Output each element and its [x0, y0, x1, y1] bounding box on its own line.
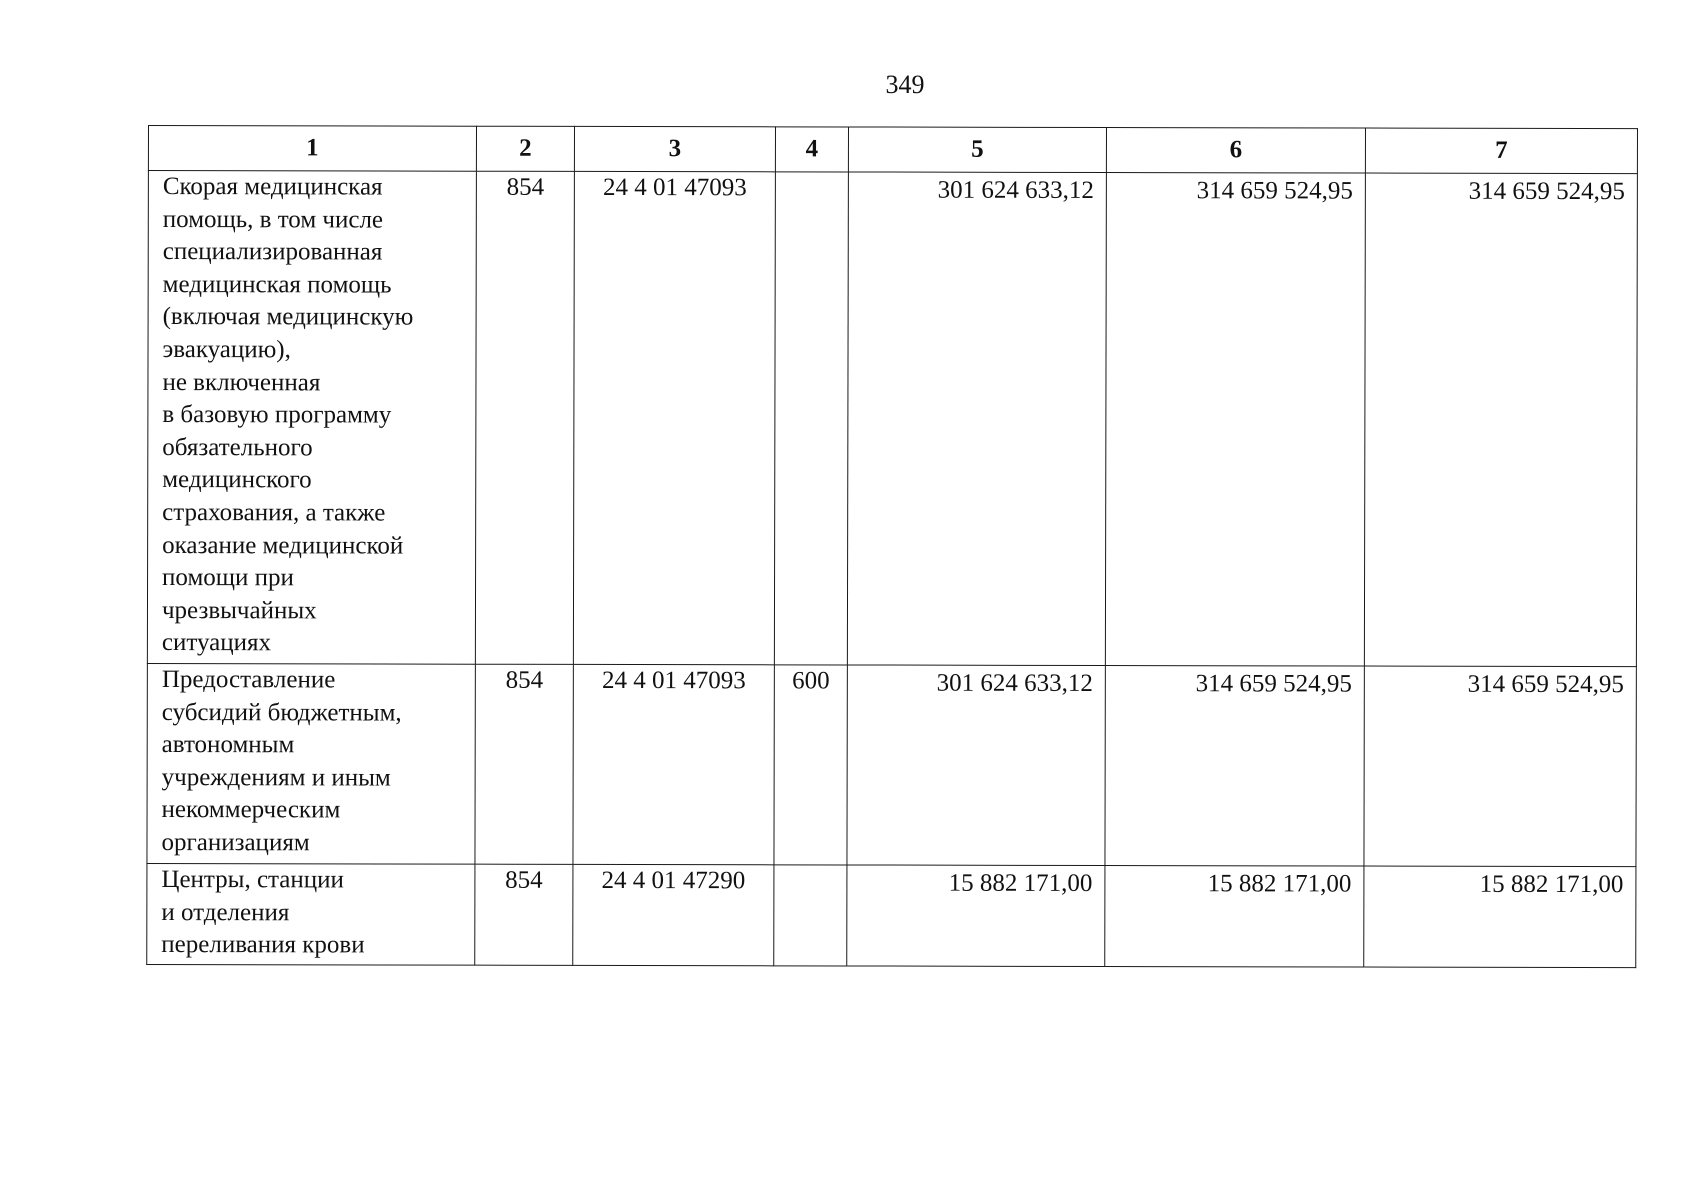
admin-code-cell: 854	[475, 664, 573, 864]
target-article-cell: 24 4 01 47093	[573, 664, 774, 864]
amount-col7-cell: 314 659 524,95	[1364, 173, 1637, 667]
amount-col6-cell: 314 659 524,95	[1105, 666, 1364, 867]
table-header-row	[148, 126, 1637, 174]
row-name-cell: Центры, станции и отделения переливания крови	[147, 863, 475, 965]
row-name-cell: Предоставление субсидий бюджетным, автономным учреждениям и иным некоммерческим организациям	[147, 663, 475, 864]
expense-type-cell	[774, 865, 847, 966]
target-article-cell: 24 4 01 47093	[573, 171, 775, 664]
row-name-cell: Скорая медицинская помощь, в том числе специализированная медицинская помощь (включая медицинскую эвакуацию), не включенная в базовую программу обязательного медицинского страхования, а также оказание медицинской помощи при чрезвычайных ситуациях	[147, 171, 476, 665]
amount-col5-cell: 301 624 633,12	[847, 665, 1105, 866]
target-article-cell: 24 4 01 47290	[573, 864, 774, 965]
budget-table	[146, 125, 1638, 968]
page-number: 349	[885, 70, 925, 99]
amount-col6-cell: 314 659 524,95	[1105, 173, 1365, 667]
admin-code-cell: 854	[475, 171, 574, 664]
amount-col5-cell: 301 624 633,12	[847, 172, 1106, 666]
table-row	[147, 171, 1637, 667]
table-row	[147, 863, 1636, 967]
column-header-4: 4	[775, 127, 848, 172]
column-header-6: 6	[1106, 128, 1365, 174]
column-header-1: 1	[148, 126, 476, 172]
column-header-3: 3	[574, 126, 775, 171]
admin-code-cell: 854	[475, 864, 573, 965]
column-header-2: 2	[476, 126, 574, 171]
amount-col6-cell: 15 882 171,00	[1105, 866, 1364, 968]
column-header-5: 5	[848, 127, 1106, 173]
expense-type-cell: 600	[774, 665, 847, 865]
amount-col7-cell: 314 659 524,95	[1364, 666, 1636, 867]
expense-type-cell	[774, 172, 848, 665]
table-row	[147, 663, 1636, 866]
column-header-7: 7	[1365, 128, 1637, 174]
amount-col5-cell: 15 882 171,00	[847, 865, 1105, 967]
amount-col7-cell: 15 882 171,00	[1364, 866, 1636, 968]
